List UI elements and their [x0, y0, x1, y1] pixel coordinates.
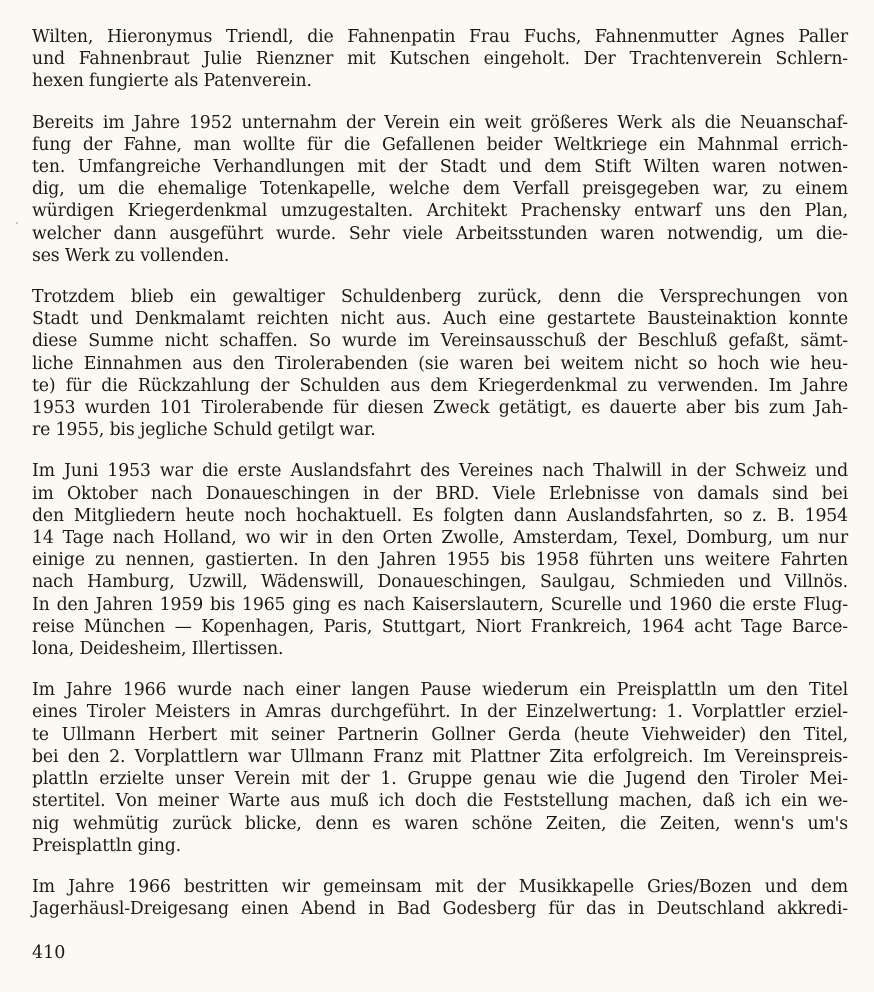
- text-line: lona, Deidesheim, Illertissen.: [32, 639, 284, 660]
- paragraph: [32, 286, 848, 441]
- text-line: im Oktober nach Donaueschingen in der BRD. Viele Erlebnisse von damals sind bei: [32, 483, 848, 504]
- text-line: nach Hamburg, Uzwill, Wädenswill, Donaueschingen, Saulgau, Schmieden und Villnös.: [32, 572, 848, 593]
- text-line: Wilten, Hieronymus Triendl, die Fahnenpatin Frau Fuchs, Fahnenmutter Agnes Paller: [32, 27, 848, 47]
- text-line: den Mitgliedern heute noch hochaktuell. Es folgten dann Auslandsfahrten, so z. B. 1954: [32, 505, 848, 526]
- text-line: liche Einnahmen aus den Tirolerabenden (sie waren bei weitem nicht so hoch wie heu-: [32, 353, 848, 374]
- text-line: te Ullmann Herbert mit seiner Partnerin Gollner Gerda (heute Viehweider) den Titel,: [32, 724, 848, 745]
- text-line: Im Jahre 1966 bestritten wir gemeinsam mit der Musikkapelle Gries/Bozen und dem: [32, 876, 848, 897]
- text-line: Im Jahre 1966 wurde nach einer langen Pause wiederum ein Preisplattln um den Titel: [32, 680, 848, 701]
- paragraph: [32, 112, 848, 267]
- text-line: Trotzdem blieb ein gewaltiger Schuldenberg zurück, denn die Versprechungen von: [32, 287, 848, 308]
- paragraph: [32, 876, 848, 920]
- text-line: dig, um die ehemalige Totenkapelle, welche dem Verfall preisgegeben war, zu einem: [32, 179, 848, 200]
- text-line: ses Werk zu vollenden.: [32, 245, 230, 266]
- text-line: plattln erzielte unser Verein mit der 1. Gruppe genau wie die Jugend den Tiroler Mei-: [32, 769, 848, 790]
- margin-speck: [16, 222, 18, 224]
- text-line: hexen fungierte als Patenverein.: [32, 71, 312, 92]
- text-line: nig wehmütig zurück blicke, denn es waren schöne Zeiten, die Zeiten, wenn's um's: [32, 813, 848, 834]
- text-line: würdigen Kriegerdenkmal umzugestalten. Architekt Prachensky entwarf uns den Plan,: [32, 201, 848, 222]
- text-line: In den Jahren 1959 bis 1965 ging es nach Kaiserslautern, Scurelle und 1960 die erste Flug-: [32, 594, 848, 615]
- text-line: Jagerhäusl-Dreigesang einen Abend in Bad Godesberg für das in Deutschland akkredi-: [32, 899, 848, 920]
- page-number: 410: [32, 943, 66, 963]
- text-line: bei den 2. Vorplattlern war Ullmann Franz mit Plattner Zita erfolgreich. Im Vereinspreis-: [32, 746, 848, 767]
- paragraph: [32, 460, 848, 660]
- text-line: einige zu nennen, gastierten. In den Jahren 1955 bis 1958 führten uns weitere Fahrten: [32, 550, 848, 571]
- body-text: [32, 26, 848, 939]
- text-line: Preisplattln ging.: [32, 835, 182, 856]
- text-line: stertitel. Von meiner Warte aus muß ich doch die Feststellung machen, daß ich ein we-: [32, 791, 848, 812]
- text-line: 1953 wurden 101 Tirolerabende für diesen Zweck getätigt, es dauerte aber bis zum Jah-: [32, 398, 848, 419]
- text-line: ten. Umfangreiche Verhandlungen mit der Stadt und dem Stift Wilten waren notwen-: [32, 157, 848, 178]
- paragraph: [32, 679, 848, 857]
- text-line: diese Summe nicht schaffen. So wurde im Vereinsausschuß der Beschluß gefaßt, sämt-: [32, 331, 848, 352]
- text-line: und Fahnenbraut Julie Rienzner mit Kutschen eingeholt. Der Trachtenverein Schlern-: [32, 49, 848, 70]
- paragraph: [32, 26, 848, 93]
- text-line: eines Tiroler Meisters in Amras durchgeführt. In der Einzelwertung: 1. Vorplattler erziel-: [32, 702, 848, 723]
- text-line: welcher dann ausgeführt wurde. Sehr viele Arbeitsstunden waren notwendig, um die-: [32, 223, 848, 244]
- text-line: Stadt und Denkmalamt reichten nicht aus. Auch eine gestartete Bausteinaktion konnte: [32, 309, 848, 330]
- text-line: Bereits im Jahre 1952 unternahm der Verein ein weit größeres Werk als die Neuanschaf-: [32, 112, 848, 133]
- text-line: 14 Tage nach Holland, wo wir in den Orten Zwolle, Amsterdam, Texel, Domburg, um nur: [32, 528, 848, 549]
- text-line: reise München — Kopenhagen, Paris, Stuttgart, Niort Frankreich, 1964 acht Tage Barce-: [32, 616, 848, 637]
- text-line: te) für die Rückzahlung der Schulden aus dem Kriegerdenkmal zu verwenden. Im Jahre: [32, 375, 848, 396]
- text-line: re 1955, bis jegliche Schuld getilgt war.: [32, 420, 376, 441]
- text-line: fung der Fahne, man wollte für die Gefallenen beider Weltkriege ein Mahnmal errich-: [32, 134, 848, 155]
- text-line: Im Juni 1953 war die erste Auslandsfahrt des Vereines nach Thalwill in der Schweiz und: [32, 461, 848, 482]
